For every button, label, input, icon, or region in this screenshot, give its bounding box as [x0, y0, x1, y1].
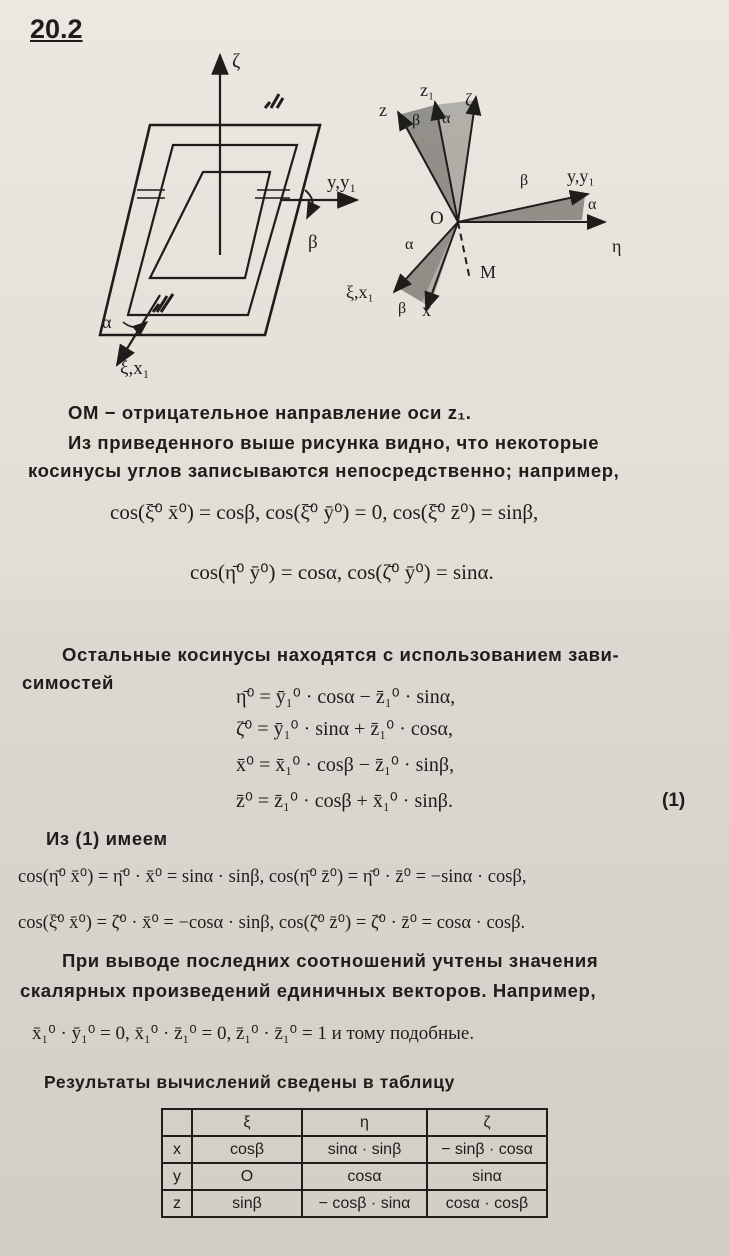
right-beta-label: β — [520, 172, 529, 189]
table-cell: cosα — [302, 1163, 427, 1190]
equation-x: x̄⁰ = x̄₁⁰ · cosβ − z̄₁⁰ · sinβ, — [236, 754, 455, 776]
table-cell: O — [192, 1163, 302, 1190]
table-row-label: y — [162, 1163, 192, 1190]
table-header-eta: η — [302, 1109, 427, 1136]
right-zeta-label: ζ — [465, 90, 473, 110]
paragraph3-line1: При выводе последних соотношений учтены значения — [62, 950, 599, 971]
right-beta-top-label: β — [412, 112, 421, 129]
right-eta-label: η — [612, 236, 622, 256]
right-z-label: z — [379, 100, 387, 120]
paragraph2-line1: Остальные косинусы находятся с использованием зави- — [62, 644, 620, 665]
point-m-label: M — [480, 262, 497, 282]
table-header-zeta: ζ — [427, 1109, 547, 1136]
table-corner-cell — [162, 1109, 192, 1136]
right-alpha-low-label: α — [405, 236, 414, 253]
left-beta-label: β — [308, 232, 318, 253]
paragraph2-line2: симостей — [22, 672, 114, 693]
table-row-label: x — [162, 1136, 192, 1163]
upper-bearing-mark — [265, 94, 283, 108]
beta-rotation-arrow — [305, 190, 313, 218]
left-xi-label: ξ,x₁ — [120, 358, 150, 379]
formula-zeta-products: cos(ξ̄⁰ x̄⁰) = ζ̄⁰ · x̄⁰ = −cosα · sinβ, cos(ζ̄⁰ z̄⁰) = ζ̄⁰ · z̄⁰ = cosα · cosβ. — [18, 913, 526, 933]
paragraph1-line1: Из приведенного выше рисунка видно, что некоторые — [68, 432, 600, 453]
outer-frame — [100, 125, 320, 335]
formula-unit-products: x̄₁⁰ · ȳ₁⁰ = 0, x̄₁⁰ · z̄₁⁰ = 0, z̄₁⁰ · z̄₁⁰ = 1 и тому подобные. — [32, 1023, 475, 1044]
table-row — [162, 1136, 547, 1163]
equation-z: z̄⁰ = z̄₁⁰ · cosβ + x̄₁⁰ · sinβ. — [236, 790, 453, 812]
gimbal-frame-figure — [95, 50, 365, 390]
table-cell: cosα · cosβ — [427, 1190, 547, 1217]
right-beta-low-label: β — [398, 300, 407, 317]
om-description: OM − отрицательное направление оси z₁. — [68, 402, 472, 423]
origin-o-label: O — [430, 208, 444, 229]
om-dashed-line — [458, 222, 470, 280]
table-cell: − cosβ · sinα — [302, 1190, 427, 1217]
right-x-label: x — [422, 300, 431, 320]
from-equation-text: Из (1) имеем — [46, 828, 168, 849]
paragraph3-line2: скалярных произведений единичных векторов. Например, — [20, 980, 597, 1001]
equation-eta: η̄⁰ = ȳ₁⁰ · cosα − z̄₁⁰ · sinα, — [236, 686, 456, 708]
right-z1-label: z₁ — [420, 80, 435, 100]
right-alpha-top-label: α — [442, 110, 451, 127]
table-row — [162, 1190, 547, 1217]
table-row-label: z — [162, 1190, 192, 1217]
formula-eta-products: cos(η̄⁰ x̄⁰) = η̄⁰ · x̄⁰ = sinα · sinβ, cos(η̄⁰ z̄⁰) = η̄⁰ · z̄⁰ = −sinα · cosβ, — [18, 867, 527, 887]
table-header-xi: ξ — [192, 1109, 302, 1136]
table-cell: cosβ — [192, 1136, 302, 1163]
formula-direct-cosines-1: cos(ξ̄⁰ x̄⁰) = cosβ, cos(ξ̄⁰ ȳ⁰) = 0, cos(ξ̄⁰ z̄⁰) = sinβ, — [110, 500, 539, 524]
direction-cosines-table — [161, 1108, 548, 1218]
table-cell: sinα — [427, 1163, 547, 1190]
results-intro: Результаты вычислений сведены в таблицу — [44, 1072, 455, 1092]
inner-frame — [150, 172, 270, 278]
outer-frame-inner-edge — [128, 145, 297, 315]
left-zeta-label: ζ — [232, 50, 241, 72]
table-header-row — [162, 1109, 547, 1136]
table-cell: sinα · sinβ — [302, 1136, 427, 1163]
paragraph1-line2: косинусы углов записываются непосредственно; например, — [28, 460, 620, 481]
table-row — [162, 1163, 547, 1190]
table-cell: − sinβ · cosα — [427, 1136, 547, 1163]
table-cell: sinβ — [192, 1190, 302, 1217]
xi-axis-line — [117, 295, 160, 365]
left-y-label: y,y₁ — [327, 172, 357, 193]
formula-direct-cosines-2: cos(η̄⁰ ȳ⁰) = cosα, cos(ζ̄⁰ ȳ⁰) = sinα. — [190, 560, 494, 584]
right-y-label: y,y₁ — [567, 166, 595, 186]
right-xi-label: ξ,x₁ — [346, 282, 374, 302]
equation-zeta: ζ̄⁰ = ȳ₁⁰ · sinα + z̄₁⁰ · cosα, — [236, 718, 453, 740]
problem-number: 20.2 — [30, 14, 83, 44]
right-alpha-right-label: α — [588, 196, 597, 213]
left-alpha-label: α — [102, 312, 112, 332]
equation-number: (1) — [662, 790, 686, 811]
